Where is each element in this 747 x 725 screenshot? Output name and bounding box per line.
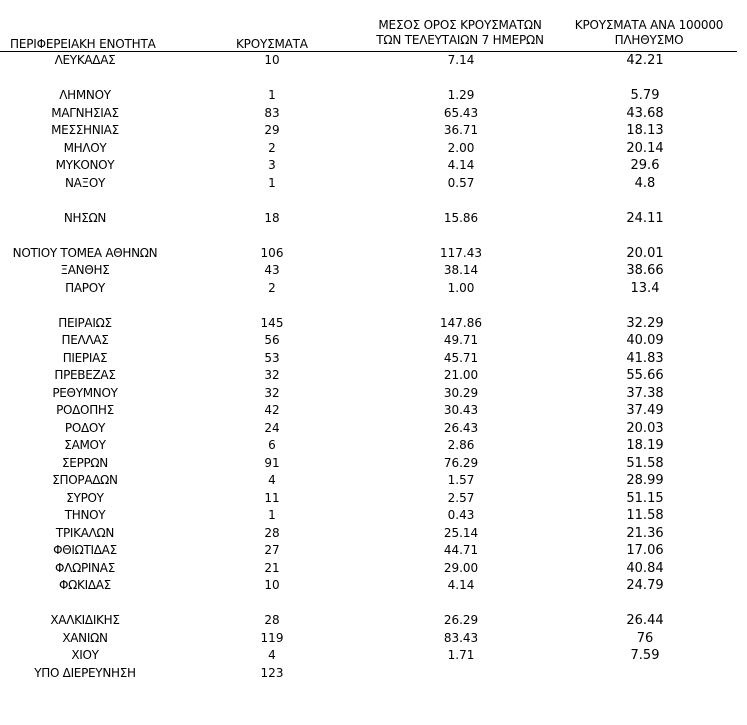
header-7day-average-line2: ΤΩΝ ΤΕΛΕΥΤΑΙΩΝ 7 ΗΜΕΡΩΝ xyxy=(376,33,544,47)
region-cell: ΤΡΙΚΑΛΩΝ xyxy=(55,525,115,540)
average-cell: 2.00 xyxy=(447,140,475,155)
table-row xyxy=(0,542,747,560)
average-cell: 83.43 xyxy=(443,630,479,645)
cases-cell: 2 xyxy=(268,140,276,155)
cases-cell: 119 xyxy=(260,630,284,645)
per-100000-cell: 37.38 xyxy=(626,385,664,401)
table-row xyxy=(0,52,747,70)
region-cell: ΝΟΤΙΟΥ ΤΟΜΕΑ ΑΘΗΝΩΝ xyxy=(12,245,158,260)
region-cell: ΣΠΟΡΑΔΩΝ xyxy=(52,473,118,487)
per-100000-cell: 4.8 xyxy=(634,175,656,191)
per-100000-cell: 38.66 xyxy=(626,263,664,278)
average-cell: 26.43 xyxy=(443,420,479,435)
table-row xyxy=(0,385,747,403)
region-cell: ΡΕΘΥΜΝΟΥ xyxy=(52,385,118,400)
cases-cell: 123 xyxy=(260,665,284,680)
average-cell: 44.71 xyxy=(443,543,479,557)
average-cell: 0.43 xyxy=(447,508,475,522)
average-cell: 26.29 xyxy=(443,613,479,627)
cases-cell: 1 xyxy=(268,508,276,522)
region-cell: ΠΡΕΒΕΖΑΣ xyxy=(54,368,116,382)
average-cell: 38.14 xyxy=(443,263,479,277)
average-cell: 45.71 xyxy=(443,350,479,365)
per-100000-cell: 7.59 xyxy=(630,648,660,663)
region-cell: ΦΩΚΙΔΑΣ xyxy=(59,578,111,592)
header-cases-per-100000-line1: ΚΡΟΥΣΜΑΤΑ ΑΝΑ 100000 xyxy=(574,18,724,32)
per-100000-cell: 17.06 xyxy=(626,543,664,558)
table-row xyxy=(0,612,747,630)
table-row xyxy=(0,245,747,263)
cases-cell: 32 xyxy=(264,368,280,382)
cases-cell: 1 xyxy=(268,175,276,190)
region-cell: ΜΥΚΟΝΟΥ xyxy=(55,158,115,172)
cases-cell: 43 xyxy=(264,263,280,277)
per-100000-cell: 41.83 xyxy=(626,350,664,366)
cases-cell: 106 xyxy=(260,245,284,260)
table-row xyxy=(0,630,747,648)
region-cell: ΞΑΝΘΗΣ xyxy=(60,263,110,277)
table-row xyxy=(0,665,747,683)
average-cell: 2.57 xyxy=(447,490,475,505)
region-cell: ΜΕΣΣΗΝΙΑΣ xyxy=(51,123,119,137)
cases-cell: 11 xyxy=(264,490,280,505)
table-row xyxy=(0,157,747,175)
per-100000-cell: 43.68 xyxy=(626,105,664,121)
region-cell: ΡΟΔΟΠΗΣ xyxy=(56,403,114,417)
per-100000-cell: 20.03 xyxy=(626,420,664,436)
region-cell: ΜΗΛΟΥ xyxy=(63,140,107,155)
cases-cell: 4 xyxy=(268,648,276,662)
table-row xyxy=(0,280,747,298)
table-row xyxy=(0,122,747,140)
cases-cell: 18 xyxy=(264,210,280,225)
per-100000-cell: 55.66 xyxy=(626,368,664,383)
header-7day-average-line1: ΜΕΣΟΣ ΟΡΟΣ ΚΡΟΥΣΜΑΤΩΝ xyxy=(378,18,542,32)
region-cell: ΠΑΡΟΥ xyxy=(65,280,105,295)
per-100000-cell: 42.21 xyxy=(626,53,664,68)
table-row xyxy=(0,647,747,665)
cases-cell: 83 xyxy=(264,105,280,120)
region-cell: ΛΕΥΚΑΔΑΣ xyxy=(54,53,116,67)
spacer-row xyxy=(0,297,747,315)
region-cell: ΣΑΜΟΥ xyxy=(64,438,106,452)
table-row xyxy=(0,210,747,228)
per-100000-cell: 5.79 xyxy=(630,88,660,103)
spacer-row xyxy=(0,227,747,245)
average-cell: 117.43 xyxy=(440,245,482,260)
cases-cell: 24 xyxy=(264,420,280,435)
cases-cell: 27 xyxy=(264,543,280,557)
per-100000-cell: 18.13 xyxy=(626,123,664,138)
average-cell: 21.00 xyxy=(443,368,479,382)
table-row xyxy=(0,455,747,473)
table-row xyxy=(0,367,747,385)
average-cell: 25.14 xyxy=(443,525,479,540)
average-cell: 7.14 xyxy=(447,53,475,67)
table-row xyxy=(0,507,747,525)
cases-cell: 10 xyxy=(264,578,280,592)
average-cell: 29.00 xyxy=(443,560,479,575)
region-cell: ΛΗΜΝΟΥ xyxy=(59,88,111,102)
per-100000-cell: 40.09 xyxy=(626,333,664,348)
table-row xyxy=(0,105,747,123)
region-cell: ΦΛΩΡΙΝΑΣ xyxy=(55,560,115,575)
cases-cell: 2 xyxy=(268,280,276,295)
average-cell: 1.29 xyxy=(447,88,475,102)
region-cell: ΧΑΛΚΙΔΙΚΗΣ xyxy=(50,613,120,627)
cases-cell: 1 xyxy=(268,88,276,102)
region-cell: ΝΗΣΩΝ xyxy=(63,210,107,225)
header-7day-average xyxy=(372,18,548,48)
per-100000-cell: 26.44 xyxy=(626,613,664,628)
cases-cell: 53 xyxy=(264,350,280,365)
average-cell: 30.43 xyxy=(443,403,479,417)
average-cell: 49.71 xyxy=(443,333,479,347)
per-100000-cell: 51.58 xyxy=(626,455,664,471)
region-cell: ΣΕΡΡΩΝ xyxy=(62,455,108,470)
table-row xyxy=(0,140,747,158)
cases-cell: 42 xyxy=(264,403,280,417)
cases-cell: 10 xyxy=(264,53,280,67)
table-row xyxy=(0,560,747,578)
average-cell: 1.57 xyxy=(447,473,475,487)
per-100000-cell: 21.36 xyxy=(626,525,664,541)
table-row xyxy=(0,490,747,508)
cases-cell: 21 xyxy=(264,560,280,575)
header-region: ΠΕΡΙΦΕΡΕΙΑΚΗ ΕΝΟΤΗΤΑ xyxy=(10,37,156,51)
region-cell: ΡΟΔΟΥ xyxy=(64,420,106,435)
table-row xyxy=(0,577,747,595)
region-cell: ΣΥΡΟΥ xyxy=(66,490,104,505)
per-100000-cell: 11.58 xyxy=(626,508,664,523)
region-cell: ΜΑΓΝΗΣΙΑΣ xyxy=(51,105,119,120)
table-row xyxy=(0,87,747,105)
per-100000-cell: 24.79 xyxy=(626,578,664,593)
table-row xyxy=(0,175,747,193)
average-cell: 1.71 xyxy=(447,648,475,662)
header-cases-per-100000-line2: ΠΛΗΘΥΣΜΟ xyxy=(614,33,684,47)
region-cell: ΧΙΟΥ xyxy=(71,648,99,662)
average-cell: 4.14 xyxy=(447,158,475,172)
average-cell: 0.57 xyxy=(447,175,475,190)
table-row xyxy=(0,437,747,455)
spacer-row xyxy=(0,595,747,613)
cases-cell: 91 xyxy=(264,455,280,470)
average-cell: 147.86 xyxy=(440,315,482,330)
average-cell: 4.14 xyxy=(447,578,475,592)
region-cell: ΥΠΟ ΔΙΕΡΕΥΝΗΣΗ xyxy=(34,665,136,680)
table-row xyxy=(0,402,747,420)
spacer-row xyxy=(0,70,747,88)
region-cell: ΦΘΙΩΤΙΔΑΣ xyxy=(53,543,117,557)
per-100000-cell: 20.14 xyxy=(626,140,664,156)
cases-cell: 3 xyxy=(268,158,276,172)
cases-cell: 29 xyxy=(264,123,280,137)
per-100000-cell: 20.01 xyxy=(626,245,664,261)
average-cell: 65.43 xyxy=(443,105,479,120)
region-cell: ΧΑΝΙΩΝ xyxy=(62,630,108,645)
per-100000-cell: 76 xyxy=(636,630,654,646)
cases-cell: 4 xyxy=(268,473,276,487)
cases-cell: 56 xyxy=(264,333,280,347)
average-cell: 15.86 xyxy=(443,210,479,225)
average-cell: 36.71 xyxy=(443,123,479,137)
region-cell: ΠΙΕΡΙΑΣ xyxy=(62,350,108,365)
header-cases: ΚΡΟΥΣΜΑΤΑ xyxy=(236,37,308,51)
per-100000-cell: 40.84 xyxy=(626,560,664,576)
cases-cell: 6 xyxy=(268,438,276,452)
average-cell: 2.86 xyxy=(447,438,475,452)
header-cases-per-100000 xyxy=(563,18,735,48)
per-100000-cell: 32.29 xyxy=(626,315,664,331)
region-cell: ΤΗΝΟΥ xyxy=(64,508,106,522)
region-cell: ΠΕΙΡΑΙΩΣ xyxy=(58,315,112,330)
average-cell: 30.29 xyxy=(443,385,479,400)
per-100000-cell: 51.15 xyxy=(626,490,664,506)
region-cell: ΝΑΞΟΥ xyxy=(64,175,106,190)
region-cell: ΠΕΛΛΑΣ xyxy=(61,333,109,347)
cases-cell: 28 xyxy=(264,525,280,540)
spacer-row xyxy=(0,192,747,210)
per-100000-cell: 29.6 xyxy=(630,158,660,173)
table-row xyxy=(0,332,747,350)
per-100000-cell: 18.19 xyxy=(626,438,664,453)
cases-cell: 145 xyxy=(260,315,284,330)
per-100000-cell: 37.49 xyxy=(626,403,664,418)
average-cell: 76.29 xyxy=(443,455,479,470)
cases-cell: 32 xyxy=(264,385,280,400)
table-row xyxy=(0,472,747,490)
per-100000-cell: 24.11 xyxy=(626,210,664,226)
table-row xyxy=(0,315,747,333)
average-cell: 1.00 xyxy=(447,280,475,295)
table-row xyxy=(0,350,747,368)
per-100000-cell: 28.99 xyxy=(626,473,664,488)
per-100000-cell: 13.4 xyxy=(630,280,660,296)
table-body xyxy=(0,52,747,682)
cases-cell: 28 xyxy=(264,613,280,627)
table-row xyxy=(0,262,747,280)
table-row xyxy=(0,525,747,543)
table-row xyxy=(0,420,747,438)
